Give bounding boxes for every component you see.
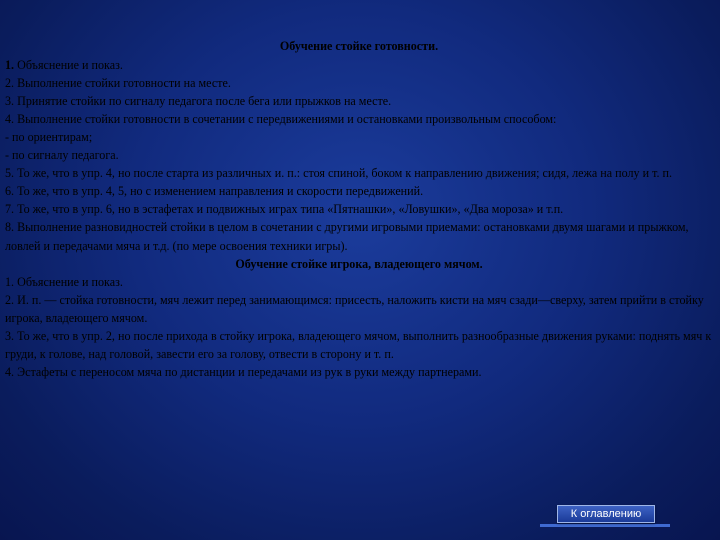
list-item: - по сигналу педагога. [5,148,119,163]
list-item: 5. То же, что в упр. 4, но после старта из различных и. п.: стоя спиной, боком к направлению движения; сидя, лежа на полу и т. п. [5,166,673,181]
list-item: 6. То же, что в упр. 4, 5, но с изменением направления и скорости передвижений. [5,184,424,199]
slide-content [5,35,713,381]
section-title-ball-stance: Обучение стойке игрока, владеющего мячом. [235,256,483,271]
table-of-contents-button[interactable]: К оглавлению [557,505,655,523]
nav-underline [540,524,670,527]
list-item: 7. То же, что в упр. 6, но в эстафетах и подвижных играх типа «Пятнашки», «Ловушки», «Два мороза» и т.п. [5,202,564,217]
list-item: 2. Выполнение стойки готовности на месте. [5,76,231,91]
item-number: 1. [5,58,15,73]
section-title-ready-stance: Обучение стойке готовности. [279,39,439,53]
list-item [5,56,713,74]
list-item: 4. Выполнение стойки готовности в сочетании с передвижениями и остановками произвольным способом: [5,112,557,127]
list-item: 2. И. п. — стойка готовности, мяч лежит перед занимающимся: присесть, наложить кисти на мяч сзади—сверху, затем прийти в стойку игрока, владеющего мячом. [5,292,704,325]
list-item: 3. То же, что в упр. 2, но после прихода в стойку игрока, владеющего мячом, выполнить разнообразные движения руками: поднять мяч к груди, к голове, над головой, завести его за голову, отвести в сторону и т. п. [5,328,712,361]
list-item: 8. Выполнение разновидностей стойки в целом в сочетании с другими игровыми приемами: остановками двумя шагами и прыжком, ловлей и передачами мяча и т.д. (по мере освоения техники игры). [5,220,689,253]
list-item: 4. Эстафеты с переносом мяча по дистанции и передачами из рук в руки между партнерами. [5,364,482,379]
list-item: 3. Принятие стойки по сигналу педагога после бега или прыжков на месте. [5,94,392,109]
list-item: - по ориентирам; [5,130,93,145]
list-item: 1. Объяснение и показ. [5,274,123,289]
item-text: Объяснение и показ. [14,58,123,73]
